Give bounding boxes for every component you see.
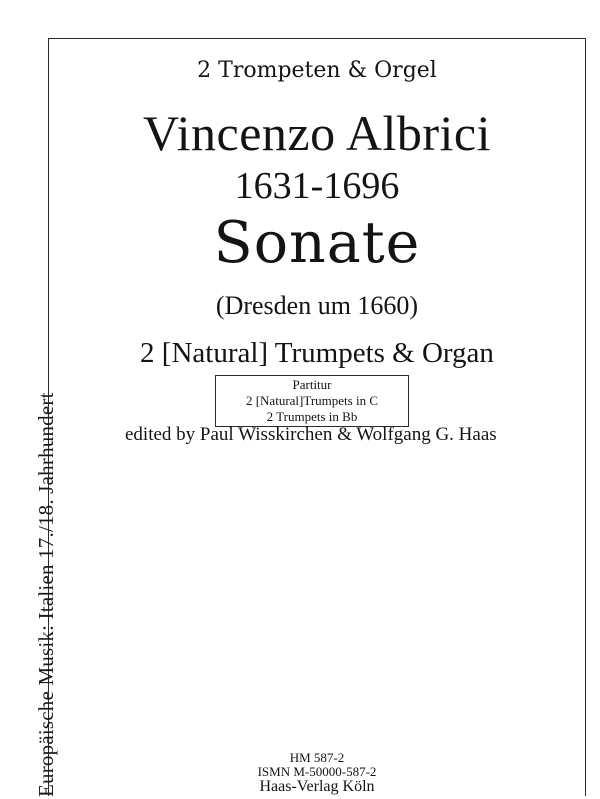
work-origin: (Dresden um 1660) [215, 291, 419, 320]
parts-item-trumpets-c: 2 [Natural]Trumpets in C [245, 393, 379, 408]
editors-credit: edited by Paul Wisskirchen & Wolfgang G. Haas [125, 424, 497, 445]
work-title: Sonate [213, 210, 421, 276]
instrumentation-english: 2 [Natural] Trumpets & Organ [140, 337, 494, 369]
publisher-name: Haas-Verlag Köln [259, 778, 375, 795]
catalog-number: HM 587-2 [289, 750, 345, 765]
parts-item-score: Partitur [292, 377, 332, 392]
composer-name: Vincenzo Albrici [143, 105, 491, 161]
ismn-number: ISMN M-50000-587-2 [257, 764, 377, 779]
instrumentation-german: 2 Trompeten & Orgel [197, 58, 437, 83]
series-label: Europäische Musik: Italien 17./18. Jahrhundert [34, 392, 58, 797]
parts-item-trumpets-bb: 2 Trumpets in Bb [266, 409, 358, 424]
parts-box [215, 375, 409, 427]
composer-dates: 1631-1696 [234, 165, 400, 207]
